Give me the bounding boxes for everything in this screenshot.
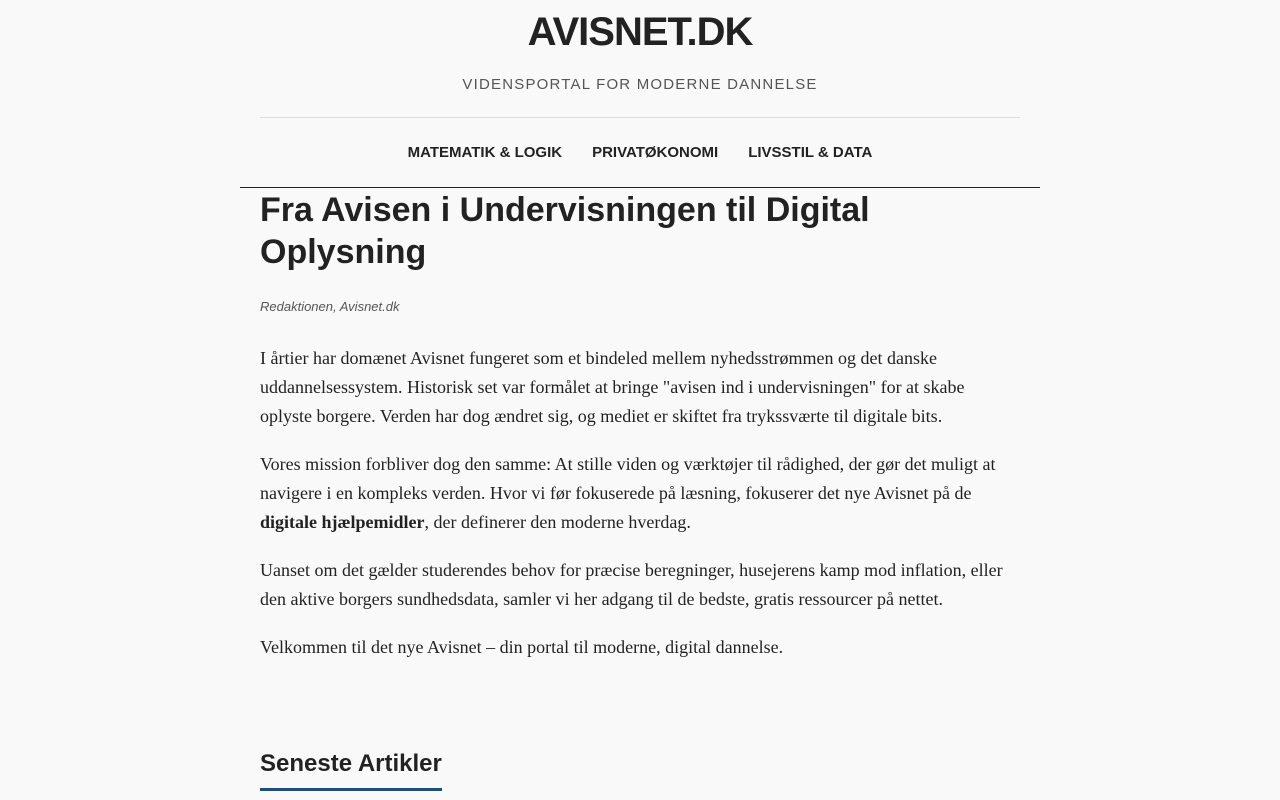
nav-item-livsstil-data[interactable]: LIVSSTIL & DATA xyxy=(748,144,873,161)
article-byline: Redaktionen, Avisnet.dk xyxy=(260,299,400,314)
site-header xyxy=(260,0,1020,188)
paragraph-text: , der definerer den moderne hverdag. xyxy=(424,512,691,532)
article-title: Fra Avisen i Undervisningen til Digital Oplysning xyxy=(260,191,870,271)
latest-articles-section xyxy=(260,748,1020,791)
page-container xyxy=(260,0,1020,791)
article xyxy=(260,189,1020,662)
site-title[interactable]: AVISNET.DK xyxy=(527,10,753,54)
article-paragraph: Uanset om det gælder studerendes behov for præcise beregninger, husejerens kamp mod inflation, eller den aktive borgers sundhedsdata, samler vi her adgang til de bedste, gratis ressourcer på nettet. xyxy=(260,560,1003,609)
paragraph-text: Vores mission forbliver dog den samme: At stille viden og værktøjer til rådighed, der gør det muligt at navigere i en kompleks verden. Hvor vi før fokuserede på læsning, fokuserer det nye Avisnet på de xyxy=(260,454,996,503)
site-tagline: VIDENSPORTAL FOR MODERNE DANNELSE xyxy=(462,76,818,93)
nav-item-matematik-logik[interactable]: MATEMATIK & LOGIK xyxy=(407,144,563,161)
article-body xyxy=(260,344,1020,662)
nav-item-privatokonomi[interactable]: PRIVATØKONOMI xyxy=(592,144,719,161)
nav-divider xyxy=(240,187,1040,188)
article-paragraph: Velkommen til det nye Avisnet – din portal til moderne, digital dannelse. xyxy=(260,637,784,657)
article-paragraph xyxy=(260,450,1020,537)
bold-phrase: digitale hjælpemidler xyxy=(260,512,425,532)
article-paragraph: I årtier har domænet Avisnet fungeret som et bindeled mellem nyhedsstrømmen og det danske uddannelsessystem. Historisk set var formålet at bringe "avisen ind i undervisningen" for at skabe oplyste borgere. Verden har dog ændret sig, og mediet er skiftet fra trykssværte til digitale bits. xyxy=(260,348,965,426)
main-nav xyxy=(260,118,1020,188)
latest-articles-heading: Seneste Artikler xyxy=(260,748,442,791)
